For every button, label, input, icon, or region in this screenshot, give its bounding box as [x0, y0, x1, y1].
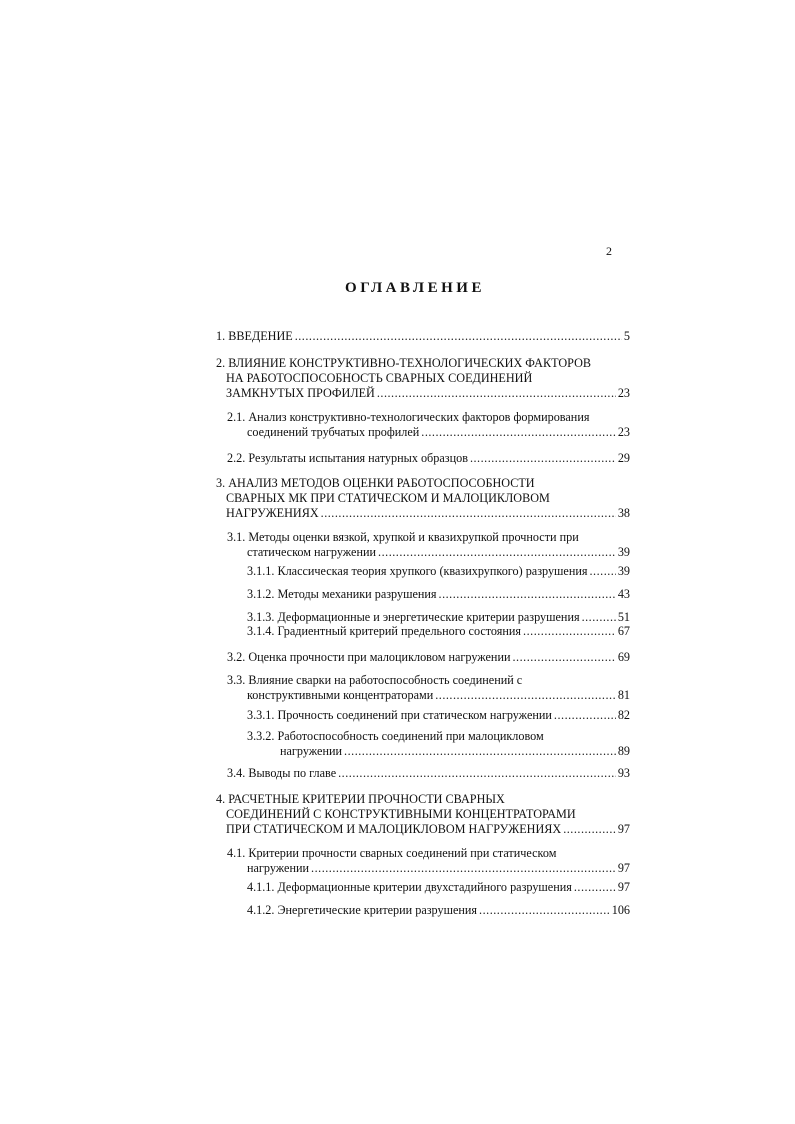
toc-page-number: 43 — [617, 587, 630, 601]
toc-page-number: 93 — [617, 766, 630, 780]
toc-page-number: 89 — [617, 744, 630, 758]
toc-entry-2[interactable] — [216, 356, 630, 401]
toc-entry-text: ПРИ СТАТИЧЕСКОМ И МАЛОЦИКЛОВОМ НАГРУЖЕНИЯХ — [226, 822, 562, 836]
toc-entry-3-3[interactable] — [227, 673, 630, 703]
toc-entry-text: НА РАБОТОСПОСОБНОСТЬ СВАРНЫХ СОЕДИНЕНИЙ — [226, 371, 533, 385]
toc-entry-3-2[interactable] — [227, 650, 630, 665]
toc-entry-text: соединений трубчатых профилей — [247, 425, 420, 439]
toc-entry-1[interactable] — [216, 329, 630, 344]
toc-entry-3-4[interactable] — [227, 766, 630, 781]
toc-entry-3-1-4[interactable] — [247, 624, 630, 639]
toc-entry-text: 3.2. Оценка прочности при малоцикловом нагружении — [227, 650, 511, 664]
toc-page-number: 51 — [617, 610, 630, 624]
toc-page-number: 82 — [617, 708, 630, 722]
toc-entry-text: СОЕДИНЕНИЙ С КОНСТРУКТИВНЫМИ КОНЦЕНТРАТОРАМИ — [226, 807, 576, 821]
toc-entry-4-1-2[interactable] — [247, 903, 630, 918]
toc-page-number: 97 — [617, 822, 630, 836]
toc-entry-text: 3.1.3. Деформационные и энергетические критерии разрушения — [247, 610, 580, 624]
toc-entry-text: 4.1.2. Энергетические критерии разрушения — [247, 903, 478, 917]
toc-entry-text: нагружении — [247, 861, 310, 875]
toc-entry-text: 3.1. Методы оценки вязкой, хрупкой и квазихрупкой прочности при — [227, 530, 579, 544]
toc-page-number: 67 — [617, 624, 630, 638]
toc-entry-text: 2. ВЛИЯНИЕ КОНСТРУКТИВНО-ТЕХНОЛОГИЧЕСКИХ ФАКТОРОВ — [216, 356, 592, 370]
toc-entry-3-1-2[interactable] — [247, 587, 630, 602]
toc-entry-3[interactable] — [216, 476, 630, 521]
toc-entry-text: конструктивными концентраторами — [247, 688, 434, 702]
toc-entry-text: 4.1.1. Деформационные критерии двухстадийного разрушения — [247, 880, 572, 894]
page-number: 2 — [606, 244, 612, 258]
toc-entry-text: 3.3. Влияние сварки на работоспособность соединений с — [227, 673, 523, 687]
toc-title: ОГЛАВЛЕНИЕ — [345, 280, 485, 296]
toc-entry-text: 3.3.2. Работоспособность соединений при малоцикловом — [247, 729, 544, 743]
toc-entry-3-3-2[interactable] — [247, 729, 630, 759]
toc-page-number: 5 — [623, 329, 630, 343]
toc-page-number: 39 — [617, 564, 630, 578]
toc-entry-text: 3.1.1. Классическая теория хрупкого (квазихрупкого) разрушения — [247, 564, 588, 578]
toc-entry-2-2[interactable] — [227, 451, 630, 466]
toc-page-number: 29 — [617, 451, 630, 465]
toc-entry-3-1-3[interactable] — [247, 610, 630, 625]
toc-entry-text: 1. ВВЕДЕНИЕ — [216, 329, 293, 343]
toc-page-number: 39 — [617, 545, 630, 559]
toc-entry-3-1-1[interactable] — [247, 564, 630, 579]
toc-entry-text: 2.2. Результаты испытания натурных образцов — [227, 451, 468, 465]
toc-page-number: 69 — [617, 650, 630, 664]
toc-entry-text: 3.3.1. Прочность соединений при статическом нагружении — [247, 708, 552, 722]
toc-entry-2-1[interactable] — [227, 410, 630, 440]
toc-entry-text: 3.1.2. Методы механики разрушения — [247, 587, 437, 601]
toc-page-number: 97 — [617, 861, 630, 875]
toc-page-number: 23 — [617, 386, 630, 400]
toc-entry-text: 3.1.4. Градиентный критерий предельного состояния — [247, 624, 522, 638]
toc-entry-3-1[interactable] — [227, 530, 630, 560]
toc-page-number: 106 — [611, 903, 630, 917]
toc-entry-text: 2.1. Анализ конструктивно-технологических факторов формирования — [227, 410, 590, 424]
toc-entry-3-3-1[interactable] — [247, 708, 630, 723]
toc-entry-4-1[interactable] — [227, 846, 630, 876]
toc-entry-text: ЗАМКНУТЫХ ПРОФИЛЕЙ — [226, 386, 375, 400]
toc-entry-text: 4. РАСЧЕТНЫЕ КРИТЕРИИ ПРОЧНОСТИ СВАРНЫХ — [216, 792, 505, 806]
toc-page-number: 81 — [617, 688, 630, 702]
toc-entry-4[interactable] — [216, 792, 630, 837]
toc-page-number: 23 — [617, 425, 630, 439]
toc-entry-text: нагружении — [280, 744, 343, 758]
toc-entry-4-1-1[interactable] — [247, 880, 630, 895]
toc-page-number: 97 — [617, 880, 630, 894]
toc-entry-text: статическом нагружении — [247, 545, 377, 559]
toc-entry-text: 3.4. Выводы по главе — [227, 766, 337, 780]
toc-entry-text: 3. АНАЛИЗ МЕТОДОВ ОЦЕНКИ РАБОТОСПОСОБНОСТИ — [216, 476, 535, 490]
toc-page-number: 38 — [617, 506, 630, 520]
toc-entry-text: НАГРУЖЕНИЯХ — [226, 506, 319, 520]
toc-entry-text: 4.1. Критерии прочности сварных соединений при статическом — [227, 846, 557, 860]
toc-entry-text: СВАРНЫХ МК ПРИ СТАТИЧЕСКОМ И МАЛОЦИКЛОВОМ — [226, 491, 550, 505]
